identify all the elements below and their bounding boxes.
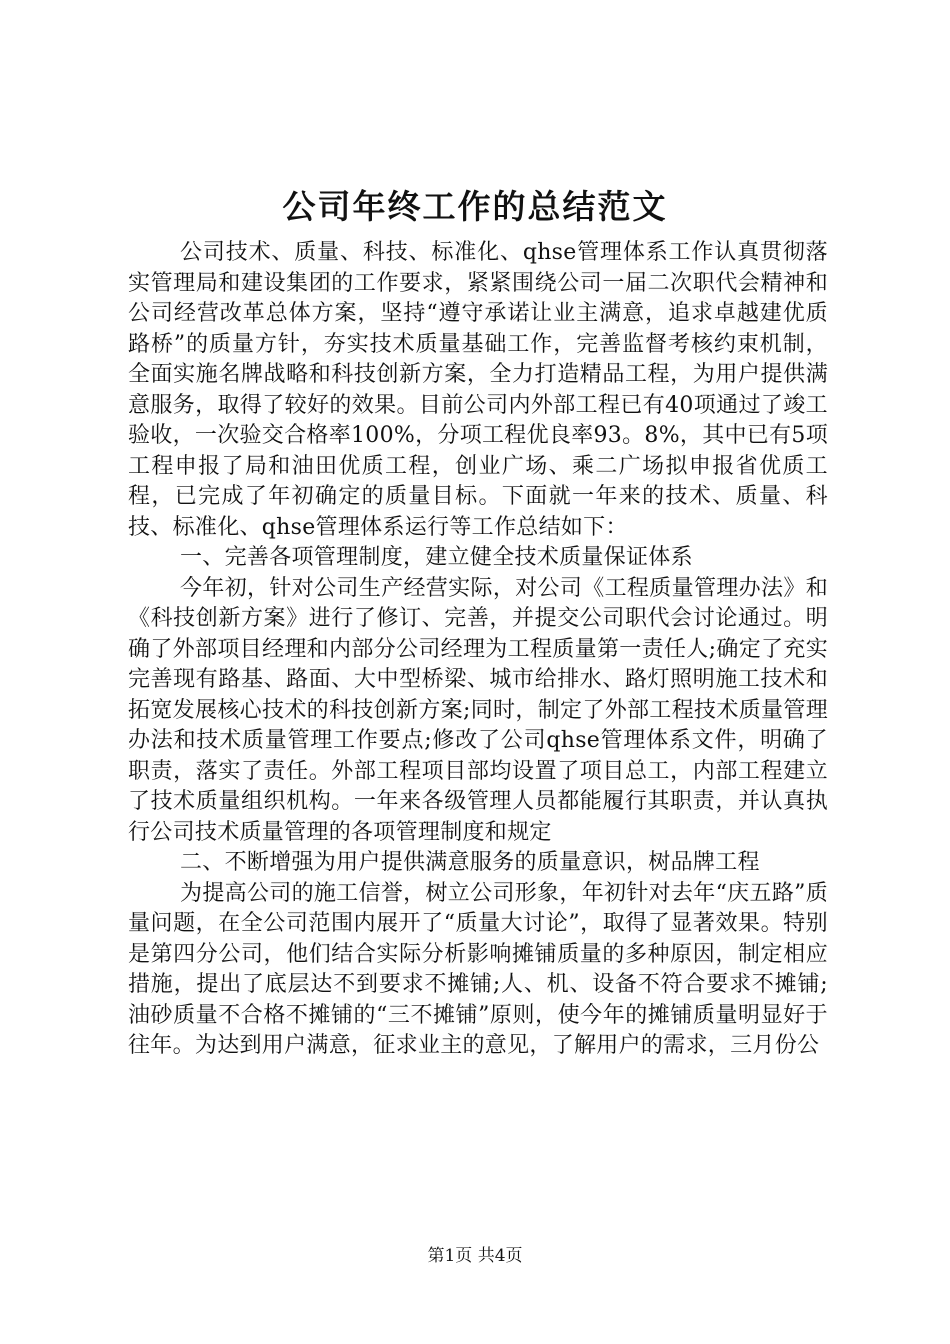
paragraph-intro: 公司技术、质量、科技、标准化、qhse管理体系工作认真贯彻落实管理局和建设集团的工作要求，紧紧围绕公司一届二次职代会精神和公司经营改革总体方案，坚持“遵守承诺让业主满意，追求卓越建优质路桥”的质量方针，夯实技术质量基础工作，完善监督考核约束机制，全面实施名牌战略和科技创新方案，全力打造精品工程，为用户提供满意服务，取得了较好的效果。目前公司内外部工程已有40项通过了竣工验收，一次验交合格率100%，分项工程优良率93。8%，其中已有5项工程申报了局和油田优质工程，创业广场、乘二广场拟申报省优质工程，已完成了年初确定的质量目标。下面就一年来的技术、质量、科技、标准化、qhse管理体系运行等工作总结如下：	[128, 240, 828, 540]
page-number: 第1页 共4页	[427, 1246, 523, 1266]
paragraph-section-1: 今年初，针对公司生产经营实际，对公司《工程质量管理办法》和《科技创新方案》进行了修订、完善，并提交公司职代会讨论通过。明确了外部项目经理和内部分公司经理为工程质量第一责任人;确定了充实完善现有路基、路面、大中型桥梁、城市给排水、路灯照明施工技术和拓宽发展核心技术的科技创新方案;同时，制定了外部工程技术质量管理办法和技术质量管理工作要点;修改了公司qhse管理体系文件，明确了职责，落实了责任。外部工程项目部均设置了项目总工，内部工程建立了技术质量组织机构。一年来各级管理人员都能履行其职责，并认真执行公司技术质量管理的各项管理制度和规定	[128, 575, 828, 845]
document-body	[128, 238, 828, 1062]
section-heading-2: 二、不断增强为用户提供满意服务的质量意识，树品牌工程	[180, 850, 760, 875]
document-title: 公司年终工作的总结范文	[282, 187, 668, 226]
section-heading-1: 一、完善各项管理制度，建立健全技术质量保证体系	[180, 545, 693, 570]
paragraph-section-2: 为提高公司的施工信誉，树立公司形象，年初针对去年“庆五路”质量问题，在全公司范围内展开了“质量大讨论”，取得了显著效果。特别是第四分公司，他们结合实际分析影响摊铺质量的多种原因，制定相应措施，提出了底层达不到要求不摊铺;人、机、设备不符合要求不摊铺;油砂质量不合格不摊铺的“三不摊铺”原则，使今年的摊铺质量明显好于往年。为达到用户满意，征求业主的意见，了解用户的需求，三月份公	[128, 880, 828, 1058]
